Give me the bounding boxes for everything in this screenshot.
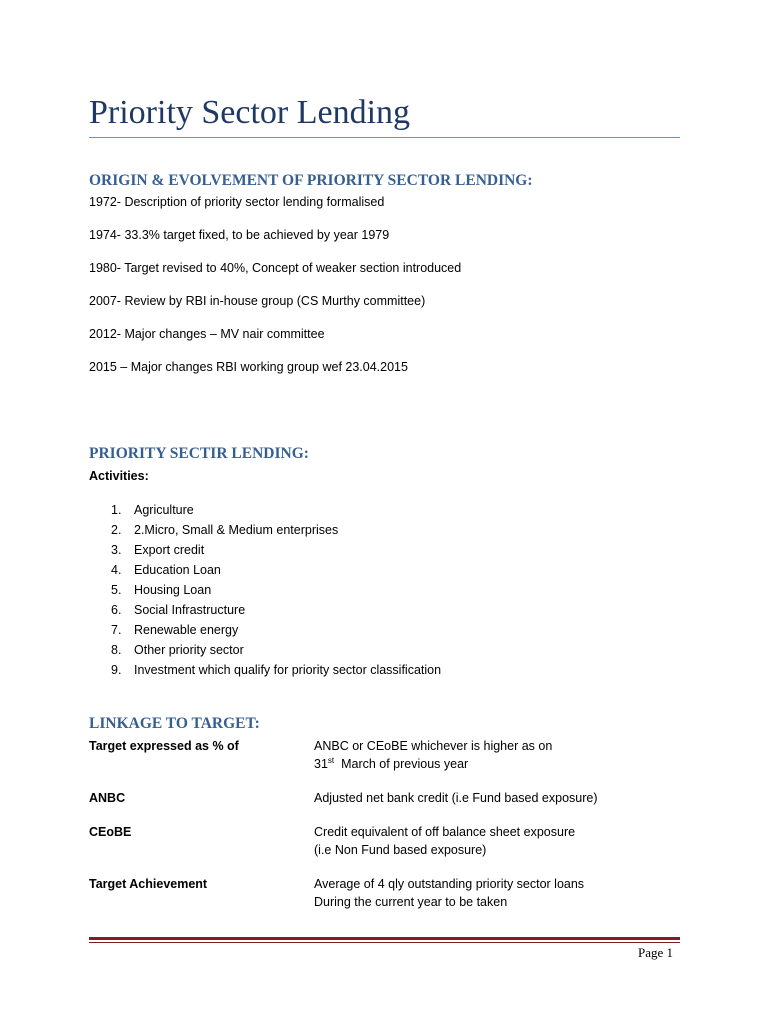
title-underline [89, 137, 680, 138]
linkage-value: ANBC or CEoBE whichever is higher as on 31st March of previous year [314, 739, 553, 771]
origin-line: 2007- Review by RBI in-house group (CS Murthy committee) [89, 294, 426, 308]
origin-line: 1972- Description of priority sector lending formalised [89, 195, 385, 209]
document-page: Priority Sector Lending ORIGIN & EVOLVEMENT OF PRIORITY SECTOR LENDING: 1972- Description of priority sector lending formalised 1974- 33.3% target fixed, to be achieved by year 1979 1980- Target revised to 40%, Concept of weaker section introduced 2007- Review by RBI in-house group (CS Murthy committee) 2012- Major changes – MV nair committee 2015 – Major changes RBI working group wef 23.04.2015 PRIORITY SECTIR LENDING: Activities: 1. Agriculture 2. 2.Micro, Small & Medium enterprises 3. Export credit 4. Education Loan 5. Housing Loan 6. Social Infrastructure 7. Renewable energy 8. Other priority sector 9. Investment which qualify for priority sector classification LINKAGE TO TARGET: Target expressed as % of ANBC or CEoBE whichever is higher as on 31st March of previous year ANBC Adjusted net bank credit (i.e Fund based exposure) CEoBE Credit equivalent of off balance sheet exposure (i.e Non Fund based exposure) Target Achievement Average of 4 qly outstanding priority sector loans During the current year to be taken Page 1 [0, 0, 768, 1024]
linkage-key: Target expressed as % of [89, 739, 239, 753]
origin-line: 1980- Target revised to 40%, Concept of weaker section introduced [89, 261, 462, 275]
origin-line: 1974- 33.3% target fixed, to be achieved by year 1979 [89, 228, 390, 242]
footer-rule-thin [89, 942, 680, 943]
origin-line: 2012- Major changes – MV nair committee [89, 327, 325, 341]
linkage-key: CEoBE [89, 825, 132, 839]
activities-label: Activities: [89, 469, 149, 483]
priority-heading: PRIORITY SECTIR LENDING: [89, 445, 309, 462]
page-number: Page 1 [638, 945, 674, 960]
linkage-key: Target Achievement [89, 877, 208, 891]
footer-rule [89, 937, 680, 940]
linkage-key: ANBC [89, 791, 126, 805]
linkage-value: Average of 4 qly outstanding priority sector loans During the current year to be taken [314, 877, 585, 909]
linkage-value: Credit equivalent of off balance sheet exposure (i.e Non Fund based exposure) [314, 825, 576, 857]
linkage-value: Adjusted net bank credit (i.e Fund based exposure) [314, 791, 598, 805]
origin-heading: ORIGIN & EVOLVEMENT OF PRIORITY SECTOR LENDING: [89, 172, 533, 189]
page-title: Priority Sector Lending [89, 94, 411, 131]
linkage-heading: LINKAGE TO TARGET: [89, 715, 260, 732]
origin-line: 2015 – Major changes RBI working group wef 23.04.2015 [89, 360, 408, 374]
